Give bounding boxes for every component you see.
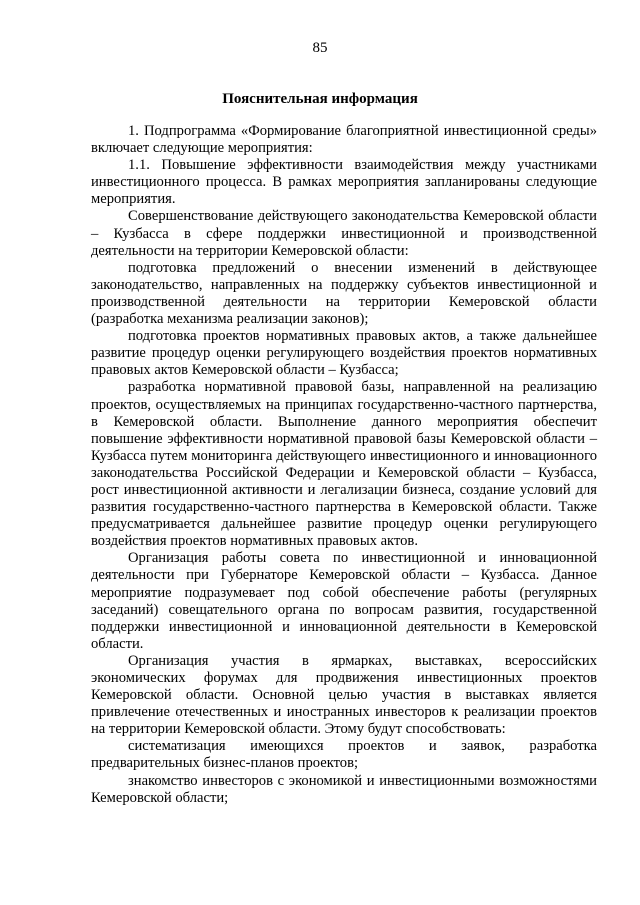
paragraph-council: Организация работы совета по инвестиционной и инновационной деятельности при Губернаторе Кемеровской области – Кузбасса. Данное мероприятие подразумевает под собой обеспечение работы (регулярных заседаний) совещательного органа по вопросам развития, государственной поддержки инвестиционной и инновационной деятельности в Кемеровской области.: [91, 550, 597, 652]
page-number: 85: [312, 40, 328, 56]
paragraph-fairs: Организация участия в ярмарках, выставках, всероссийских экономических форумах для продвижения инвестиционных проектов Кемеровской области. Основной целью участия в выставках является привлечение отечественных и иностранных инвесторов к реализации проектов на территории Кемеровской области. Этому будут способствовать:: [91, 652, 597, 738]
paragraph-legislation: Совершенствование действующего законодательства Кемеровской области – Кузбасса в сфере поддержки инвестиционной и производственной деятельности на территории Кемеровской области:: [91, 208, 597, 259]
paragraph-item-1-1: 1.1. Повышение эффективности взаимодействия между участниками инвестиционного процесса. В рамках мероприятия запланированы следующие мероприятия.: [91, 157, 597, 208]
paragraph-legal-base: разработка нормативной правовой базы, направленной на реализацию проектов, осуществляемых на принципах государственно-частного партнерства, в Кемеровской области. Выполнение данного мероприятия обеспечит повышение эффективности нормативной правовой базы Кемеровской области – Кузбасса путем мониторинга действующего инвестиционного и инновационного законодательства Российской Федерации и Кемеровской области – Кузбасса, рост инвестиционной активности и легализации бизнеса, создание условий для развития государственно-частного партнерства в Кемеровской области. Также предусматривается дальнейшее развитие процедур оценки регулирующего воздействия проектов нормативных правовых актов.: [91, 379, 597, 550]
paragraph-draft-acts: подготовка проектов нормативных правовых актов, а также дальнейшее развитие процедур оценки регулирующего воздействия проектов нормативных правовых актов Кемеровской области – Кузбасса;: [91, 328, 597, 379]
paragraph-subprogram: 1. Подпрограмма «Формирование благоприятной инвестиционной среды» включает следующие мероприятия:: [91, 123, 597, 157]
document-title: Пояснительная информация: [222, 91, 418, 107]
paragraph-systematization: систематизация имеющихся проектов и заявок, разработка предварительных бизнес-планов проектов;: [91, 738, 597, 772]
paragraph-proposals: подготовка предложений о внесении изменений в действующее законодательство, направленных на поддержку субъектов инвестиционной и производственной деятельности на территории Кемеровской области (разработка механизма реализации законов);: [91, 259, 597, 328]
paragraph-investors: знакомство инвесторов с экономикой и инвестиционными возможностями Кемеровской области;: [91, 772, 597, 806]
document-body: [91, 123, 597, 807]
